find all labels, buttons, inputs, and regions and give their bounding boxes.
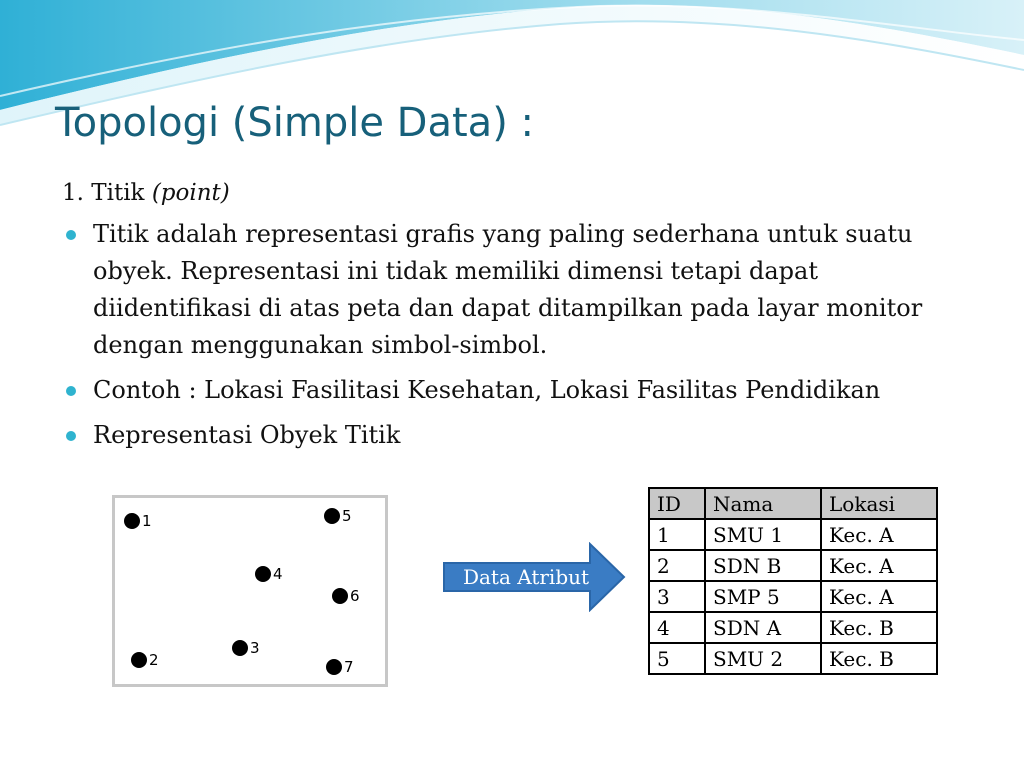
point-map bbox=[112, 495, 388, 687]
map-point bbox=[232, 640, 260, 656]
point-marker-icon bbox=[332, 588, 348, 604]
table-header-row bbox=[649, 488, 937, 519]
table-cell: 1 bbox=[649, 519, 705, 550]
attribute-table bbox=[648, 487, 938, 675]
point-marker-icon bbox=[232, 640, 248, 656]
table-row bbox=[649, 550, 937, 581]
point-label: 4 bbox=[273, 565, 283, 583]
table-cell: SMU 2 bbox=[705, 643, 821, 674]
map-point bbox=[326, 659, 354, 675]
table-cell: Kec. A bbox=[821, 581, 937, 612]
bullet-dot-icon bbox=[66, 230, 76, 240]
point-marker-icon bbox=[324, 508, 340, 524]
table-row bbox=[649, 519, 937, 550]
table-cell: 5 bbox=[649, 643, 705, 674]
column-header: Nama bbox=[705, 488, 821, 519]
point-marker-icon bbox=[326, 659, 342, 675]
map-point bbox=[124, 513, 152, 529]
bullet-text: Representasi Obyek Titik bbox=[93, 421, 401, 449]
bullet-item bbox=[62, 417, 972, 454]
table-cell: SDN A bbox=[705, 612, 821, 643]
map-point bbox=[332, 588, 360, 604]
bullet-item bbox=[62, 372, 972, 409]
point-label: 2 bbox=[149, 651, 159, 669]
column-header: ID bbox=[649, 488, 705, 519]
point-label: 5 bbox=[342, 507, 352, 525]
bullet-text: Contoh : Lokasi Fasilitasi Kesehatan, Lokasi Fasilitas Pendidikan bbox=[93, 376, 881, 404]
table-row bbox=[649, 612, 937, 643]
table-cell: Kec. A bbox=[821, 519, 937, 550]
table-cell: Kec. B bbox=[821, 643, 937, 674]
arrow-label: Data Atribut bbox=[462, 565, 590, 589]
slide-content bbox=[62, 180, 972, 462]
point-label: 3 bbox=[250, 639, 260, 657]
point-label: 7 bbox=[344, 658, 354, 676]
subheading-prefix: 1. Titik bbox=[62, 180, 152, 206]
map-point bbox=[255, 566, 283, 582]
table-cell: Kec. B bbox=[821, 612, 937, 643]
table-row bbox=[649, 581, 937, 612]
table-cell: SMU 1 bbox=[705, 519, 821, 550]
bullet-text: Titik adalah representasi grafis yang paling sederhana untuk suatu obyek. Representasi ini tidak memiliki dimensi tetapi dapat diidentifikasi di atas peta dan dapat ditampilkan pada layar monitor dengan menggunakan simbol-simbol. bbox=[93, 220, 923, 359]
point-label: 1 bbox=[142, 512, 152, 530]
table-row bbox=[649, 643, 937, 674]
subheading bbox=[62, 180, 972, 206]
bullet-dot-icon bbox=[66, 431, 76, 441]
table-cell: Kec. A bbox=[821, 550, 937, 581]
subheading-emphasis: (point) bbox=[151, 180, 230, 206]
point-marker-icon bbox=[255, 566, 271, 582]
table-cell: SDN B bbox=[705, 550, 821, 581]
slide-title: Topologi (Simple Data) : bbox=[55, 100, 534, 146]
point-marker-icon bbox=[131, 652, 147, 668]
table-cell: 2 bbox=[649, 550, 705, 581]
point-label: 6 bbox=[350, 587, 360, 605]
bullet-dot-icon bbox=[66, 386, 76, 396]
column-header: Lokasi bbox=[821, 488, 937, 519]
table-cell: 4 bbox=[649, 612, 705, 643]
table-cell: 3 bbox=[649, 581, 705, 612]
map-point bbox=[131, 652, 159, 668]
table-cell: SMP 5 bbox=[705, 581, 821, 612]
bullet-item bbox=[62, 216, 972, 364]
point-marker-icon bbox=[124, 513, 140, 529]
map-point bbox=[324, 508, 352, 524]
bullet-list bbox=[62, 216, 972, 454]
